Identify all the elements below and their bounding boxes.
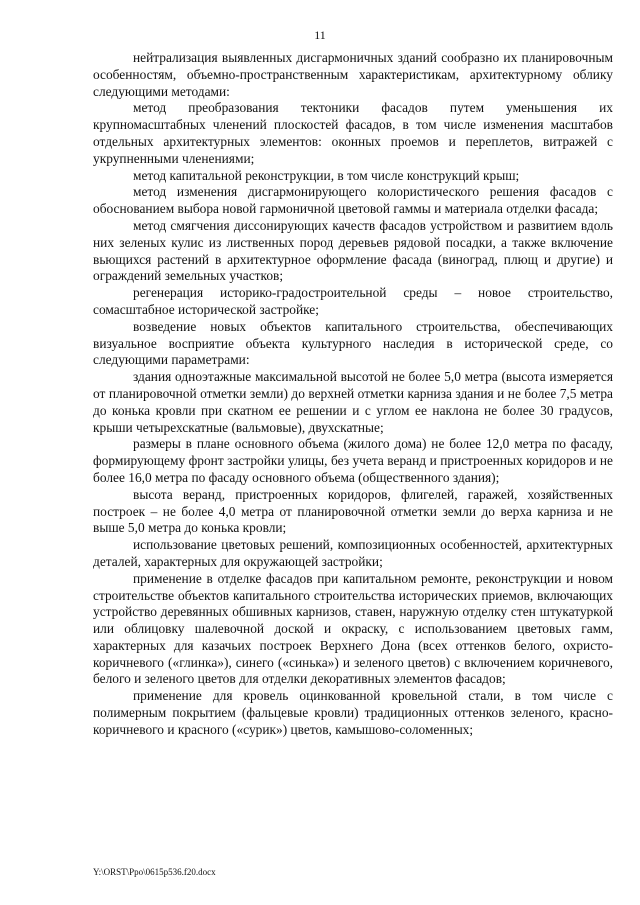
- paragraph: возведение новых объектов капитального строительства, обеспечивающих визуальное восприятие объекта культурного наследия в исторической среде, со следующими параметрами:: [93, 318, 613, 368]
- paragraph: метод капитальной реконструкции, в том числе конструкций крыш;: [133, 167, 520, 183]
- paragraph: метод преобразования тектоники фасадов путем уменьшения их крупномасштабных членений плоскостей фасадов, в том числе изменения масштабов отдельных архитектурных элементов: оконных проемов и переплетов, витражей с укрупненными членениями;: [93, 100, 613, 166]
- paragraph: высота веранд, пристроенных коридоров, флигелей, гаражей, хозяйственных построек – не более 4,0 метра от планировочной отметки земли до верха карниза и не выше 5,0 метра до конька кровли;: [93, 486, 613, 536]
- paragraph: нейтрализация выявленных дисгармоничных зданий сообразно их планировочным особенностям, объемно-пространственным характеристикам, архитектурному облику следующими методами:: [93, 50, 613, 99]
- paragraph: здания одноэтажные максимальной высотой не более 5,0 метра (высота измеряется от планировочной отметки земли) до верхней отметки карниза здания и не более 7,5 метра до конька кровли при скатном ее решении и с углом ее наклона не более 30 градусов, крыши четырехскатные (вальмовые), двухскатные;: [93, 369, 613, 435]
- document-body: [93, 50, 613, 739]
- paragraph: метод смягчения диссонирующих качеств фасадов устройством и развитием вдоль них зеленых кулис из лиственных пород деревьев рядовой посадки, а также включение вьющихся растений в архитектурное оформление фасада (виноград, плющ и другие) и ограждений земельных участков;: [93, 217, 613, 284]
- page-number: 11: [314, 28, 326, 42]
- paragraph: применение в отделке фасадов при капитальном ремонте, реконструкции и новом строительстве объектов капитального строительства исторических приемов, включающих устройство деревянных обшивных карнизов, ставен, наружную отделку стен штукатуркой или облицовку шалевочной доской и окраску, с использованием цветовых гамм, характерных для казачьих построек Верхнего Дона (всех оттенков белого, охристо-коричневого («глинка»), синего («синька») и зеленого цветов) с включением коричневого, белого и зеленого цветов для отделки декоративных элементов фасадов;: [93, 570, 613, 687]
- paragraph: применение для кровель оцинкованной кровельной стали, в том числе с полимерным покрытием (фальцевые кровли) традиционных оттенков зеленого, красно-коричневого и красного («сурик») цветов, камышово-соломенных;: [93, 688, 613, 737]
- footer-file-path: Y:\ORST\Ppo\0615p536.f20.docx: [93, 867, 216, 877]
- paragraph: метод изменения дисгармонирующего колористического решения фасадов с обоснованием выбора новой гармоничной цветовой гаммы и материала отделки фасада;: [93, 184, 613, 217]
- paragraph: регенерация историко-градостроительной среды – новое строительство, сомасштабное исторической застройке;: [93, 285, 613, 317]
- paragraph: использование цветовых решений, композиционных особенностей, архитектурных деталей, характерных для окружающей застройки;: [93, 537, 613, 569]
- paragraph: размеры в плане основного объема (жилого дома) не более 12,0 метра по фасаду, формирующему фронт застройки улицы, без учета веранд и пристроенных коридоров и не более 16,0 метра по фасаду основного объема (общественного здания);: [93, 436, 613, 485]
